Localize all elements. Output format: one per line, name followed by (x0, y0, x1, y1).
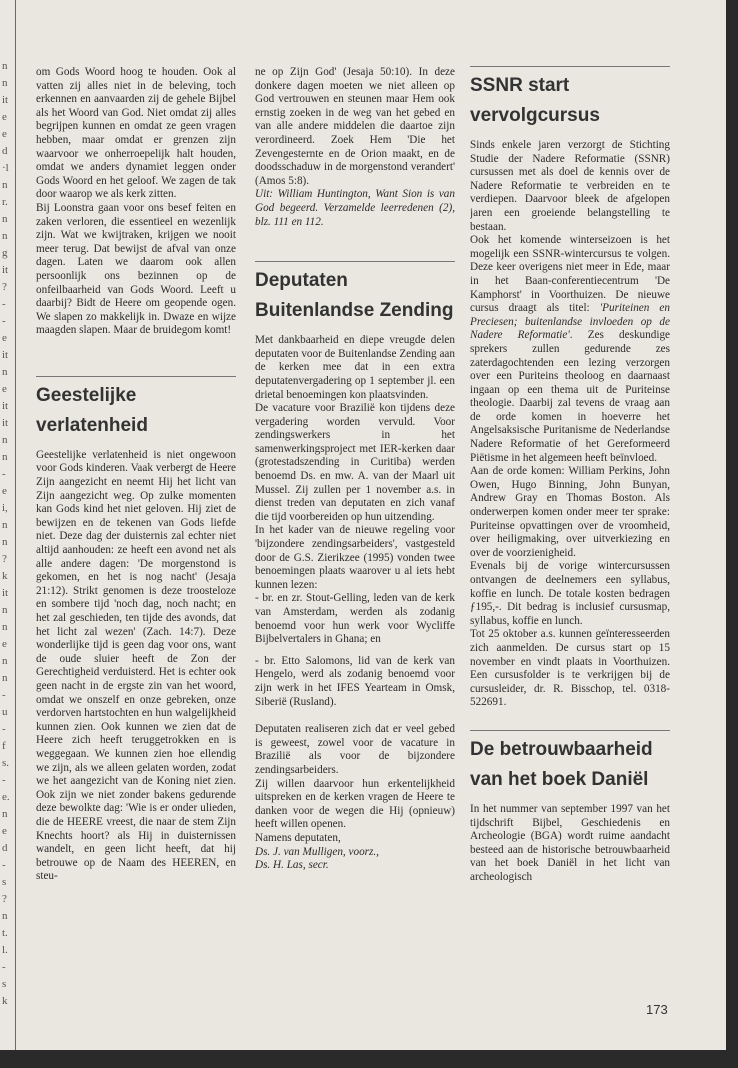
margin-letter: it (2, 587, 9, 599)
margin-letter: n (2, 519, 8, 531)
margin-letter: ·l (2, 162, 9, 174)
margin-letter: it (2, 264, 9, 276)
section-divider (255, 261, 455, 262)
heading-geestelijke-verlatenheid: Geestelijke verlatenheid (36, 384, 148, 436)
margin-letter: l. (2, 944, 8, 956)
margin-letter: n (2, 672, 8, 684)
margin-letter: n (2, 808, 8, 820)
margin-letter: - (2, 961, 6, 973)
signature: Ds. H. Las, secr. (255, 859, 329, 872)
page-number: 173 (646, 1002, 668, 1017)
margin-letter: e (2, 825, 7, 837)
paragraph: Tot 25 oktober a.s. kunnen geïnteresseerden zich aanmelden. De cursus start op 15 november en vindt plaats in Voorthuizen. Een cursusfolder is te verkrijgen bij de cursusleider, dr. R. Bisschop, tel. 0318-522691. (470, 628, 670, 709)
margin-letter: - (2, 774, 6, 786)
article-body: Geestelijke verlatenheid is niet ongewoon voor Gods kinderen. Vaak verbergt de Heere Zijn aangezicht en neemt Hij het licht van Zijn aangezicht weg. Op zulke momenten kan Gods kind het niet geloven. Hij ziet de bewijzen en de tekenen van Gods liefde niet. Deze dag der duisternis zal echter niet altijd aanhouden: ze heeft een avond net als alle andere dagen: 'De morgenstond is gekomen, en het is nog nacht' (Jesaja 21:12). Strikt genomen is deze troosteloze en sombere tijd 'noch dag, noch nacht; en het zal geschieden, ten tijde des avonds, dat het licht zal wezen' (Zach. 14:7). Deze wonderlijke tijd is geen dag voor ons, want de oude sluier heeft de Zon der Gerechtigheid verduisterd. Het is echter ook geen nacht in de ergste zin van het woord, omdat we onszelf en onze gebreken, onze verdorven hartstochten en hun walgelijkheid kunnen zien. Ook kunnen we zien dat de Heere zich heeft teruggetrokken en is weggegaan. We kunnen zien hoe ellendig we zijn, als we alleen gelaten worden, zodat we het aangezicht van de Koning niet zien. Ook zijn we niet zonder bakens gedurende deze bewolkte dag: 'Wie is er onder ulieden, die de HEERE vreest, die naar de stem Zijn Knechts hoort? als Hij in duisternissen wandelt, en geen licht heeft, dat hij betrouwe op de Naam des HEEREN, en steu- (36, 448, 236, 883)
previous-page-margin (0, 60, 14, 1020)
article-continuation: om Gods Woord hoog te houden. Ook al vatten zij alles niet in de beleving, toch erkennen en aanvaarden zij de gehele Bijbel als het Woord van God. Niet omdat zij alles begrijpen kunnen en omdat ze geen vragen hebben, maar omdat er grenzen zijn waarvoor we onherroepelijk halt houden, omdat we anders dynamiet leggen onder Gods Woord en het geloof. We zagen de tak door waarop we als kerk zitten. (36, 66, 236, 201)
margin-letter: k (2, 570, 8, 582)
margin-letter: n (2, 60, 8, 72)
paragraph-text: . Zes deskundige sprekers zullen gedurende zes zaterdagochtenden een lezing verzorgen over een Puriteins theoloog en daarnaast ingaan op een thema uit de Puriteinse theologie. Daarbij zal tevens de vraag aan de orde komen in hoeverre het Angelsaksische Puritanisme de Nederlandse Nadere Reformatie of het Gereformeerd Piëtisme in het algemeen heeft beïnvloed. (470, 329, 670, 464)
column-1 (36, 66, 236, 1026)
margin-letter: it (2, 417, 9, 429)
paragraph: In het nummer van september 1997 van het tijdschrift Bijbel, Geschiedenis en Archeologie (BGA) wordt ruime aandacht besteed aan de historische betrouwbaarheid van het boek Daniël in het licht van archeologisch (470, 802, 670, 883)
margin-letter: t. (2, 927, 8, 939)
margin-letter: u (2, 706, 8, 718)
margin-letter: n (2, 621, 8, 633)
margin-letter: n (2, 536, 8, 548)
paragraph: In het kader van de nieuwe regeling voor 'bijzondere zendingsarbeiders', vastgesteld door de G.S. Zierikzee (1995) vonden twee benoemingen plaats waarover u al iets hebt kunnen lezen: (255, 524, 455, 591)
column-3 (470, 66, 670, 1026)
margin-letter: g (2, 247, 8, 259)
margin-letter: - (2, 689, 6, 701)
paragraph: De vacature voor Brazilië kon tijdens deze vergadering worden vervuld. Voor zendingswerkers in het samenwerkingsproject met IER-kerken daar (grotestadszending in Curitiba) werden benoemd Ds. en mw. A. van der Maarl uit Mussel. Zij zullen per 1 november a.s. in dienst treden van deputaten en zich vanaf die tijd voorbereiden op hun uitzending. (255, 402, 455, 523)
margin-letter: n (2, 179, 8, 191)
margin-letter: n (2, 366, 8, 378)
section-divider (470, 730, 670, 731)
margin-letter: - (2, 315, 6, 327)
margin-letter: ? (2, 281, 7, 293)
margin-letter: r. (2, 196, 8, 208)
margin-letter: e (2, 332, 7, 344)
margin-letter: e. (2, 791, 10, 803)
margin-letter: s (2, 876, 7, 888)
margin-letter: s (2, 978, 7, 990)
scan-border (0, 1050, 738, 1068)
margin-letter: d (2, 145, 8, 157)
page-gutter (15, 0, 16, 1050)
margin-letter: n (2, 434, 8, 446)
paragraph: Met dankbaarheid en diepe vreugde delen deputaten voor de Buitenlandse Zending aan de kerken mee dat in een extra deputatenvergadering op 1 september jl. een drietal benoemingen kon plaatsvinden. (255, 334, 455, 401)
paragraph: Deputaten realiseren zich dat er veel gebed is geweest, zowel voor de vacature in Brazilië als voor de bijzondere zendingsarbeiders. (255, 723, 455, 776)
margin-letter: n (2, 604, 8, 616)
margin-letter: d (2, 842, 8, 854)
section-divider (470, 66, 670, 67)
margin-letter: - (2, 298, 6, 310)
margin-letter: s. (2, 757, 10, 769)
article-continuation-2: Bij Loonstra gaan voor ons besef feiten en zaken verloren, die essentieel en wezenlijk zijn. Wat we kwijtraken, krijgen we nooit meer terug. Dat bewijst de afval van onze dagen. Laten we daarom ook allen persoonlijk ons bezinnen op de onfeilbaarheid van Gods Woord. Leeft u daarbij? Bidt de Heere om geopende ogen. We slapen zo makkelijk in. Dwaze en wijze maagden slapen. Maar de bruidegom komt! (36, 201, 236, 337)
margin-letter: ? (2, 553, 7, 565)
margin-letter: - (2, 723, 6, 735)
margin-letter: e (2, 128, 7, 140)
margin-letter: it (2, 349, 9, 361)
margin-letter: n (2, 77, 8, 89)
margin-letter: e (2, 485, 7, 497)
section-divider (36, 376, 236, 377)
paragraph: - br. Etto Salomons, lid van de kerk van Hengelo, werd als zodanig benoemd voor zijn werk in het IFES Yearteam in Omsk, Siberië (Rusland). (255, 654, 455, 708)
course-title: 'Puriteinen en Preciesen; buitenlandse invloeden op de Nadere Reformatie' (470, 302, 670, 342)
paragraph: Namens deputaten, (255, 831, 341, 844)
article-continuation: ne op Zijn God' (Jesaja 50:10). In deze donkere dagen moeten we niet alleen op God vertrouwen en steunen maar Hem ook ernstig zoeken in de weg van het gebed en van alle andere middelen die daartoe zijn verordineerd. Zoek Hem 'Die het Zevengesternte en de Orion maakt, en de doodsschaduw in de morgenstond verandert' (Amos 5:8). (255, 66, 455, 187)
margin-letter: n (2, 655, 8, 667)
margin-letter: i, (2, 502, 8, 514)
paragraph-text: Ook het komende winterseizoen is het mogelijk een SSNR-wintercursus te volgen. Deze keer overigens niet meer in Ede, maar in het Baan-conferentiecentrum 'De Kamphorst' in Voorthuizen. De nieuwe cursus draagt als titel: (470, 234, 670, 315)
margin-letter: k (2, 995, 8, 1007)
column-2 (255, 66, 455, 1026)
paragraph: Evenals bij de vorige wintercursussen ontvangen de deelnemers een syllabus, koffie en lunch. De totale kosten bedragen ƒ195,-. Dit bedrag is inclusief cursusmap, syllabus, koffie en lunch. (470, 560, 670, 627)
margin-letter: f (2, 740, 6, 752)
paragraph: Sinds enkele jaren verzorgt de Stichting Studie der Nadere Reformatie (SSNR) cursussen met als doel de kennis over de Nadere Reformatie te verbreiden en te verdiepen. Daarvoor bleek de afgelopen jaren een groeiende belangstelling te bestaan. (470, 139, 670, 233)
margin-letter: e (2, 638, 7, 650)
margin-letter: - (2, 859, 6, 871)
margin-letter: it (2, 94, 9, 106)
margin-letter: e (2, 111, 7, 123)
signature: Ds. J. van Mulligen, voorz., (255, 845, 379, 858)
margin-letter: n (2, 230, 8, 242)
margin-letter: n (2, 451, 8, 463)
margin-letter: - (2, 468, 6, 480)
paragraph (470, 234, 670, 465)
paragraph: Aan de orde komen: William Perkins, John Owen, Hugo Binning, John Bunyan, Andrew Gray en Thomas Boston. Als onderwerpen komen onder meer ter sprake: Puriteinse opvattingen over de vroomheid, over heiligmaking, over uitverkiezing en over de voorzienigheid. (470, 465, 670, 559)
heading-deputaten-buitenlandse-zending: Deputaten Buitenlandse Zending (255, 270, 454, 322)
heading-betrouwbaarheid-daniel: De betrouwbaarheid van het boek Daniël (470, 738, 653, 790)
margin-letter: it (2, 400, 9, 412)
paragraph: - br. en zr. Stout-Gelling, leden van de kerk van Amsterdam, werden als zodanig benoemd voor hun werk voor Wycliffe Bijbelvertalers in Ghana; en (255, 592, 455, 646)
margin-letter: ? (2, 893, 7, 905)
heading-ssnr-start-vervolgcursus: SSNR start vervolgcursus (470, 75, 600, 126)
margin-letter: n (2, 213, 8, 225)
source-citation: Uit: William Huntington, Want Sion is van God begeerd. Verzamelde leerredenen (2), blz. 111 en 112. (255, 188, 455, 228)
paragraph: Zij willen daarvoor hun erkentelijkheid uitspreken en de kerken vragen de Heere te danken voor de wegen die Hij (opnieuw) heeft willen openen. (255, 777, 455, 831)
margin-letter: n (2, 910, 8, 922)
margin-letter: e (2, 383, 7, 395)
